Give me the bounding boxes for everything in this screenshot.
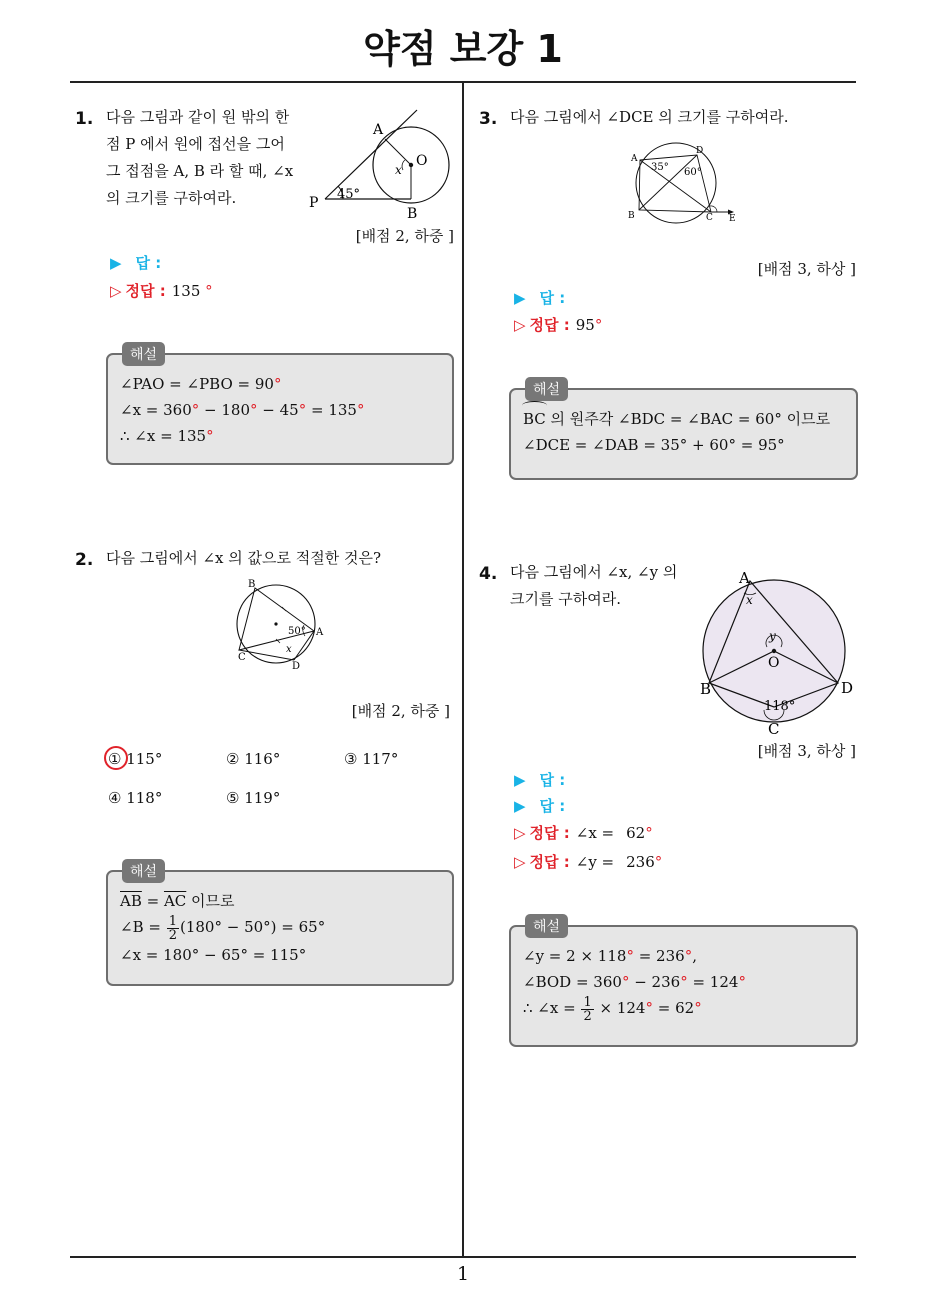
solution-text: = [141, 892, 164, 910]
tangent-circle-figure [305, 110, 455, 220]
question-text [106, 104, 306, 212]
degree-mark: ° [654, 853, 663, 871]
solution-text: ∠y = 2 × 118 [523, 947, 627, 965]
label-x: x [395, 163, 402, 177]
correct-triangle-icon: ▷ [514, 316, 526, 334]
degree-mark: ° [273, 375, 282, 393]
degree-mark: ° [356, 401, 365, 419]
solution-line [120, 423, 440, 449]
solution-text: 의 원주각 ∠BDC = ∠BAC = 60° 이므로 [545, 410, 831, 428]
cyclic-quadrilateral-figure [626, 140, 746, 228]
answer-triangle-icon: ▶ [514, 797, 526, 815]
question-number: 3. [479, 109, 498, 129]
solution-text: − 45 [257, 401, 299, 419]
label-C: C [238, 652, 246, 663]
solution-text: , [692, 947, 697, 965]
question-text-line: 다음 그림과 같이 원 밖의 한 [106, 108, 290, 126]
fraction-numerator: 1 [583, 994, 592, 1010]
answer-triangle-icon: ▶ [514, 771, 526, 789]
correct-label: 정답 : [125, 282, 166, 300]
solution-text: ∴ ∠x = [523, 999, 581, 1017]
correct-answer-row [514, 822, 653, 843]
answer-row [514, 769, 565, 790]
solution-line [523, 943, 844, 969]
solution-tag: 해설 [122, 342, 165, 366]
solution-text: ∠x = 360 [120, 401, 192, 419]
answer-row [514, 795, 565, 816]
label-O: O [768, 655, 780, 671]
solution-line [120, 397, 440, 423]
solution-body [511, 927, 856, 1031]
label-angle: 45° [337, 187, 361, 202]
solution-tag: 해설 [525, 914, 568, 938]
label-D: D [292, 661, 301, 672]
answer-label: 답 : [135, 254, 162, 272]
degree-mark: ° [594, 316, 603, 334]
choice-1[interactable]: ① 115° [108, 750, 163, 768]
degree-mark: ° [694, 999, 702, 1017]
solution-text: = 62 [652, 999, 695, 1017]
correct-value: 135 [171, 282, 201, 300]
degree-mark: ° [621, 973, 630, 991]
label-D: D [841, 679, 854, 697]
solution-box [509, 382, 858, 480]
question-text-line: 그 접점을 A, B 라 할 때, ∠x [106, 162, 294, 180]
solution-text: − 236 [629, 973, 681, 991]
score-meta: [배점 3, 하상 ] [757, 742, 856, 760]
correct-label: 정답 : [529, 316, 570, 334]
choice-4[interactable]: ④ 118° [108, 789, 163, 807]
solution-text: (180° − 50°) = 65° [179, 918, 326, 936]
label-C: C [706, 213, 713, 223]
solution-line [120, 371, 440, 397]
answer-label: 답 : [539, 797, 566, 815]
question-text [510, 559, 700, 613]
question-text-line: 의 크기를 구하여라. [106, 189, 237, 207]
column-divider [462, 83, 464, 1258]
solution-text: 이므로 [186, 892, 235, 910]
question-text-line: 다음 그림에서 ∠x, ∠y 의 [510, 563, 678, 581]
page-number: 1 [456, 1263, 470, 1285]
solution-tag: 해설 [122, 859, 165, 883]
label-x: x [286, 644, 292, 655]
solution-text: × 124 [594, 999, 646, 1017]
correct-answer-row [514, 314, 602, 335]
label-O: O [416, 153, 428, 169]
answer-label: 답 : [539, 289, 566, 307]
solution-text: ∴ ∠x = 135 [120, 427, 207, 445]
choice-5[interactable]: ⑤ 119° [226, 789, 281, 807]
fraction-numerator: 1 [168, 913, 177, 929]
label-B: B [700, 680, 712, 698]
fraction [581, 996, 593, 1023]
fraction [167, 915, 179, 942]
label-A: A [631, 154, 638, 164]
label-A: A [316, 627, 324, 638]
correct-triangle-icon: ▷ [514, 853, 526, 871]
segment-ac: $\overline{AC}$ [163, 892, 187, 910]
label-P: P [309, 195, 319, 211]
label-B: B [248, 579, 256, 590]
solution-box [106, 347, 454, 465]
degree-mark: ° [645, 999, 653, 1017]
fraction-denominator: 2 [168, 927, 177, 943]
solution-box [509, 919, 858, 1047]
question-text [106, 545, 446, 572]
solution-box [106, 864, 454, 986]
answer-triangle-icon: ▶ [110, 254, 122, 272]
arc-icon [522, 401, 547, 410]
score-meta: [배점 3, 하상 ] [757, 260, 856, 278]
correct-answer-row [514, 851, 662, 872]
solution-line [523, 969, 844, 995]
degree-mark: ° [250, 401, 258, 419]
degree-mark: ° [645, 824, 653, 842]
correct-label: 정답 : [529, 853, 570, 871]
answer-row [110, 252, 161, 273]
correct-label: 정답 : [529, 824, 570, 842]
correct-value: 95 [575, 316, 595, 334]
question-text-line: 다음 그림에서 ∠x 의 값으로 적절한 것은? [106, 549, 382, 567]
solution-body [511, 390, 856, 466]
arc-bc [523, 406, 546, 432]
page-title: 약점 보강 1 [363, 27, 563, 71]
correct-value: 62 [626, 824, 646, 842]
label-B: B [628, 211, 635, 221]
degree-mark: ° [680, 973, 688, 991]
label-angle: 50° [288, 626, 306, 637]
degree-mark: ° [191, 401, 200, 419]
label-A: A [739, 569, 750, 587]
degree-mark: ° [205, 282, 213, 300]
solution-line [523, 995, 844, 1023]
degree-mark: ° [206, 427, 214, 445]
correct-answer-row [110, 280, 213, 301]
label-angle-35: 35° [651, 162, 669, 173]
solution-line [120, 914, 440, 942]
score-meta: [배점 2, 하중 ] [351, 702, 450, 720]
question-text [510, 104, 850, 131]
question-text-line: 점 P 에서 원에 접선을 그어 [106, 135, 285, 153]
solution-line [523, 406, 844, 432]
solution-line: ∠x = 180° − 65° = 115° [120, 945, 307, 964]
answer-label: 답 : [539, 771, 566, 789]
question-text-line: 다음 그림에서 ∠DCE 의 크기를 구하여라. [510, 108, 789, 126]
solution-text: ∠PAO = ∠PBO = 90 [120, 375, 274, 393]
answer-row [514, 287, 565, 308]
solution-text: ∠B = [120, 918, 166, 936]
correct-value: 236 [626, 853, 655, 871]
solution-text: − 180 [199, 401, 251, 419]
fraction-denominator: 2 [583, 1008, 592, 1024]
solution-tag: 해설 [525, 377, 568, 401]
question-text-line: 크기를 구하여라. [510, 590, 621, 608]
label-E: E [729, 214, 736, 224]
solution-body [108, 872, 452, 976]
correct-prefix: ∠x = [575, 824, 615, 842]
label-C: C [768, 720, 780, 738]
arc-label: BC [523, 410, 546, 428]
solution-text: = 236 [633, 947, 685, 965]
degree-mark: ° [298, 401, 307, 419]
label-D: D [696, 146, 704, 156]
degree-mark: ° [738, 973, 746, 991]
segment-ab: $\overline{AB}$ [120, 892, 142, 910]
solution-body [108, 355, 452, 457]
choice-3[interactable]: ③ 117° [344, 750, 399, 768]
degree-mark: ° [684, 947, 693, 965]
solution-text: = 124 [687, 973, 739, 991]
choice-2[interactable]: ② 116° [226, 750, 281, 768]
correct-triangle-icon: ▷ [110, 282, 122, 300]
label-y: y [769, 629, 776, 643]
label-A: A [373, 122, 384, 138]
bottom-rule [70, 1256, 856, 1258]
answer-triangle-icon: ▶ [514, 289, 526, 307]
inscribed-circle-figure [232, 580, 332, 675]
question-number: 4. [479, 564, 498, 584]
label-B: B [407, 206, 418, 222]
degree-mark: ° [626, 947, 634, 965]
central-angle-figure [698, 570, 858, 738]
solution-text: = 135 [306, 401, 357, 419]
solution-line [120, 888, 440, 914]
label-x: x [746, 593, 753, 607]
correct-prefix: ∠y = [575, 853, 615, 871]
correct-triangle-icon: ▷ [514, 824, 526, 842]
score-meta: [배점 2, 하중 ] [355, 227, 454, 245]
solution-line: ∠DCE = ∠DAB = 35° + 60° = 95° [523, 436, 785, 454]
label-angle-60: 60° [684, 167, 702, 178]
solution-text: ∠BOD = 360 [523, 973, 622, 991]
label-angle: 118° [764, 699, 796, 714]
question-number: 1. [75, 109, 94, 129]
question-number: 2. [75, 550, 94, 570]
